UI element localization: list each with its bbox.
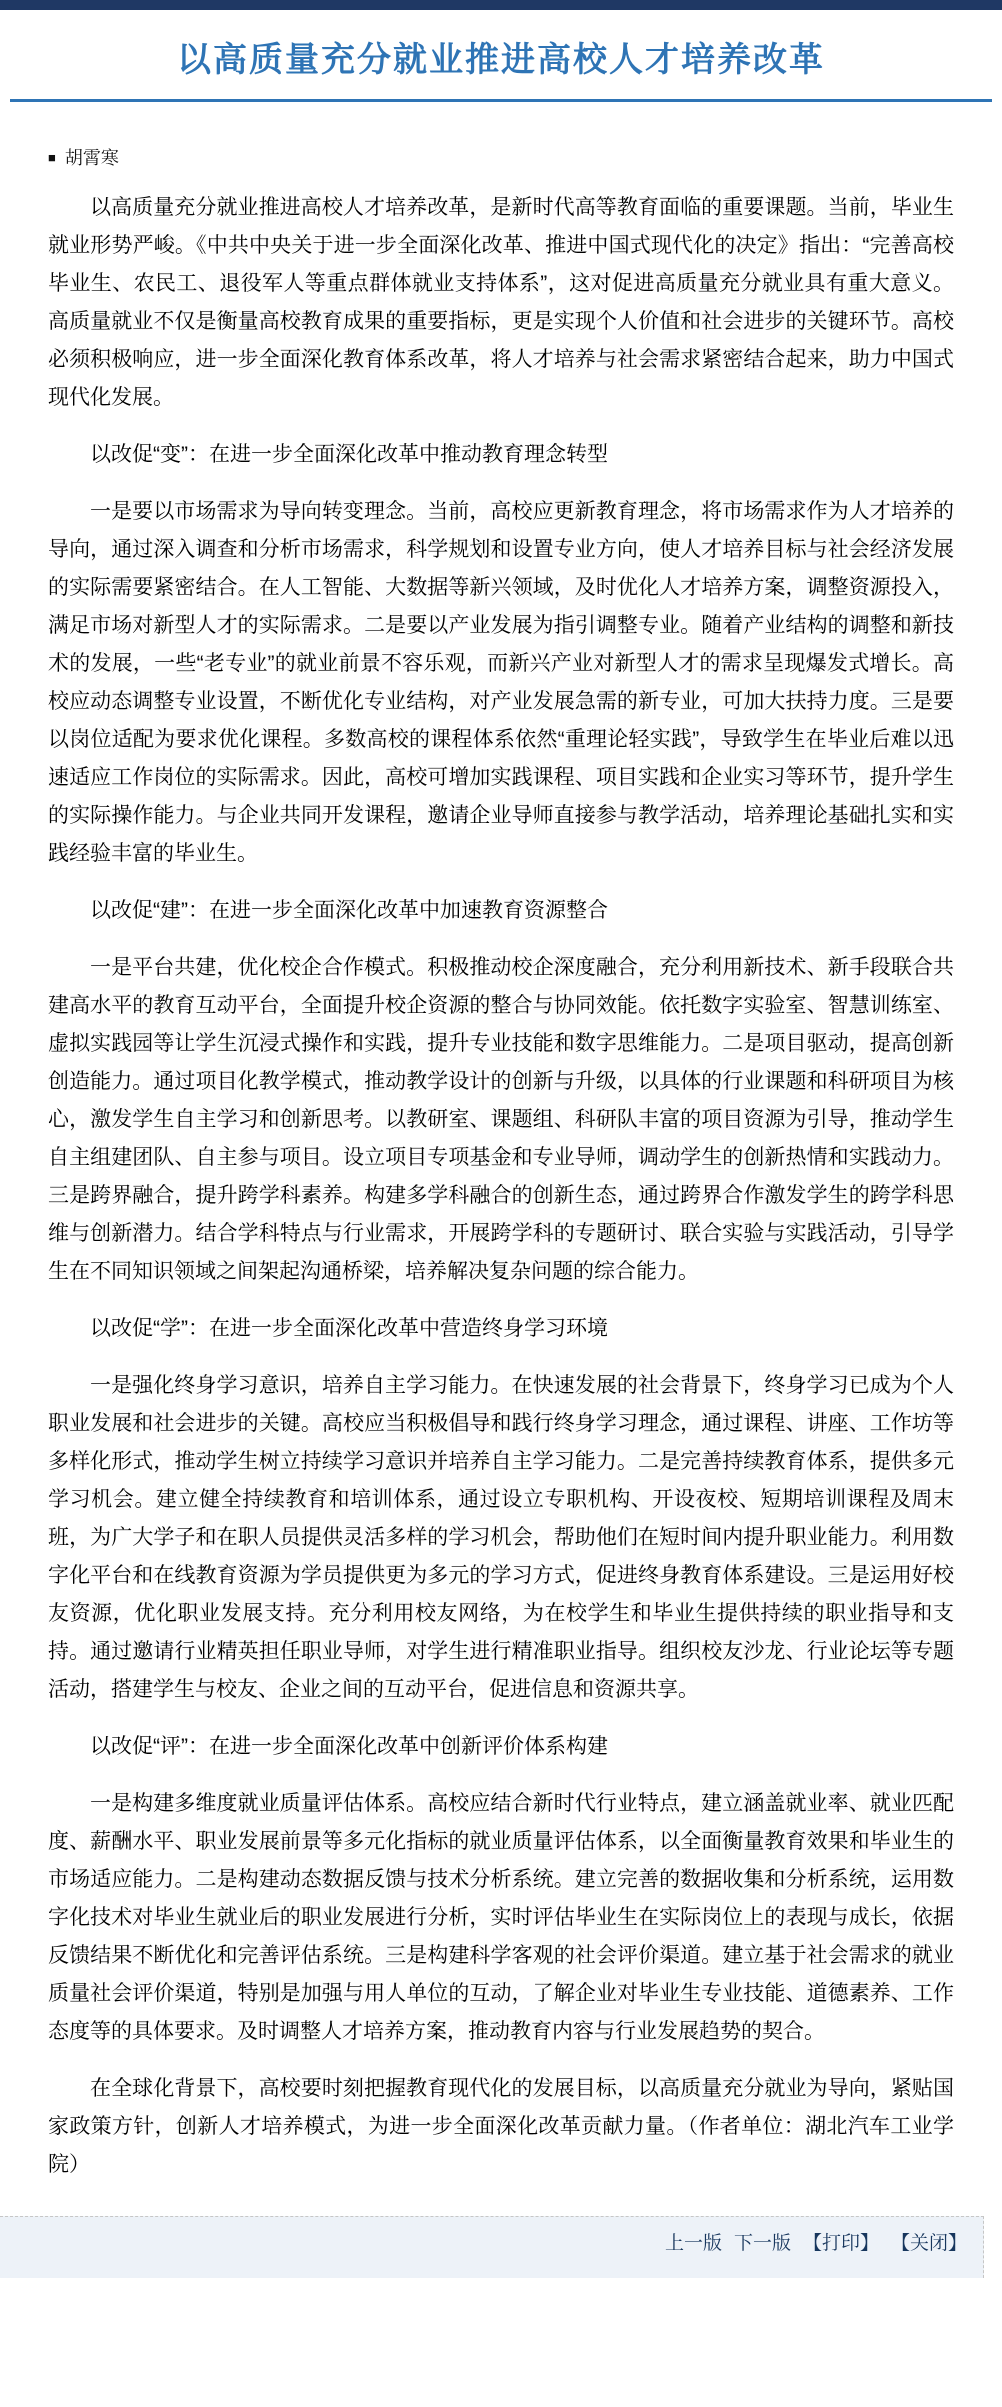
- paragraph-section-3: 一是强化终身学习意识，培养自主学习能力。在快速发展的社会背景下，终身学习已成为个人职业发展和社会进步的关键。高校应当积极倡导和践行终身学习理念，通过课程、讲座、工作坊等多样化形式，推动学生树立持续学习意识并培养自主学习能力。二是完善持续教育体系，提供多元学习机会。建立健全持续教育和培训体系，通过设立专职机构、开设夜校、短期培训课程及周末班，为广大学子和在职人员提供灵活多样的学习机会，帮助他们在短时间内提升职业能力。利用数字化平台和在线教育资源为学员提供更为多元的学习方式，促进终身教育体系建设。三是运用好校友资源，优化职业发展支持。充分利用校友网络，为在校学生和毕业生提供持续的职业指导和支持。通过邀请行业精英担任职业导师，对学生进行精准职业指导。组织校友沙龙、行业论坛等专题活动，搭建学生与校友、企业之间的互动平台，促进信息和资源共享。: [48, 1374, 954, 1701]
- paragraph-conclusion: 在全球化背景下，高校要时刻把握教育现代化的发展目标，以高质量充分就业为导向，紧贴国家政策方针，创新人才培养模式，为进一步全面深化改革贡献力量。（作者单位：湖北汽车工业学院）: [48, 2077, 954, 2176]
- next-edition-link[interactable]: 下一版: [733, 2233, 791, 2254]
- article-body: [0, 144, 1002, 2184]
- paragraph-intro: 以高质量充分就业推进高校人才培养改革，是新时代高等教育面临的重要课题。当前，毕业生就业形势严峻。《中共中央关于进一步全面深化改革、推进中国式现代化的决定》指出：“完善高校毕业生、农民工、退役军人等重点群体就业支持体系”，这对促进高质量充分就业具有重大意义。高质量就业不仅是衡量高校教育成果的重要指标，更是实现个人价值和社会进步的关键环节。高校必须积极响应，进一步全面深化教育体系改革，将人才培养与社会需求紧密结合起来，助力中国式现代化发展。: [48, 196, 954, 409]
- title-divider: [10, 99, 992, 102]
- top-navy-bar: [0, 0, 1002, 10]
- section-heading-3: 以改促“学”：在进一步全面深化改革中营造终身学习环境: [90, 1317, 608, 1340]
- paragraph-section-1: 一是要以市场需求为导向转变理念。当前，高校应更新教育理念，将市场需求作为人才培养的导向，通过深入调查和分析市场需求，科学规划和设置专业方向，使人才培养目标与社会经济发展的实际需要紧密结合。在人工智能、大数据等新兴领域，及时优化人才培养方案，调整资源投入，满足市场对新型人才的实际需求。二是要以产业发展为指引调整专业。随着产业结构的调整和新技术的发展，一些“老专业”的就业前景不容乐观，而新兴产业对新型人才的需求呈现爆发式增长。高校应动态调整专业设置，不断优化专业结构，对产业发展急需的新专业，可加大扶持力度。三是要以岗位适配为要求优化课程。多数高校的课程体系依然“重理论轻实践”，导致学生在毕业后难以迅速适应工作岗位的实际需求。因此，高校可增加实践课程、项目实践和企业实习等环节，提升学生的实际操作能力。与企业共同开发课程，邀请企业导师直接参与教学活动，培养理论基础扎实和实践经验丰富的毕业生。: [48, 500, 954, 865]
- previous-edition-link[interactable]: 上一版: [664, 2233, 722, 2254]
- footer-nav-bar: [0, 2216, 984, 2278]
- print-link[interactable]: 【打印】: [802, 2233, 879, 2254]
- section-heading-2: 以改促“建”：在进一步全面深化改革中加速教育资源整合: [90, 899, 608, 922]
- section-heading-1: 以改促“变”：在进一步全面深化改革中推动教育理念转型: [90, 443, 608, 466]
- square-bullet-icon: ■: [48, 149, 56, 165]
- close-link[interactable]: 【关闭】: [890, 2233, 967, 2254]
- paragraph-section-4: 一是构建多维度就业质量评估体系。高校应结合新时代行业特点，建立涵盖就业率、就业匹配度、薪酬水平、职业发展前景等多元化指标的就业质量评估体系，以全面衡量教育效果和毕业生的市场适应能力。二是构建动态数据反馈与技术分析系统。建立完善的数据收集和分析系统，运用数字化技术对毕业生就业后的职业发展进行分析，实时评估毕业生在实际岗位上的表现与成长，依据反馈结果不断优化和完善评估系统。三是构建科学客观的社会评价渠道。建立基于社会需求的就业质量社会评价渠道，特别是加强与用人单位的互动，了解企业对毕业生专业技能、道德素养、工作态度等的具体要求。及时调整人才培养方案，推动教育内容与行业发展趋势的契合。: [48, 1792, 954, 2043]
- section-heading-4: 以改促“评”：在进一步全面深化改革中创新评价体系构建: [90, 1735, 608, 1758]
- author-name: 胡霄寒: [64, 148, 119, 168]
- author-line: [48, 144, 954, 170]
- paragraph-section-2: 一是平台共建，优化校企合作模式。积极推动校企深度融合，充分利用新技术、新手段联合共建高水平的教育互动平台，全面提升校企资源的整合与协同效能。依托数字实验室、智慧训练室、虚拟实践园等让学生沉浸式操作和实践，提升专业技能和数字思维能力。二是项目驱动，提高创新创造能力。通过项目化教学模式，推动教学设计的创新与升级，以具体的行业课题和科研项目为核心，激发学生自主学习和创新思考。以教研室、课题组、科研队丰富的项目资源为引导，推动学生自主组建团队、自主参与项目。设立项目专项基金和专业导师，调动学生的创新热情和实践动力。三是跨界融合，提升跨学科素养。构建多学科融合的创新生态，通过跨界合作激发学生的跨学科思维与创新潜力。结合学科特点与行业需求，开展跨学科的专题研讨、联合实验与实践活动，引导学生在不同知识领域之间架起沟通桥梁，培养解决复杂问题的综合能力。: [48, 956, 954, 1283]
- article-title: 以高质量充分就业推进高校人才培养改革: [177, 41, 825, 79]
